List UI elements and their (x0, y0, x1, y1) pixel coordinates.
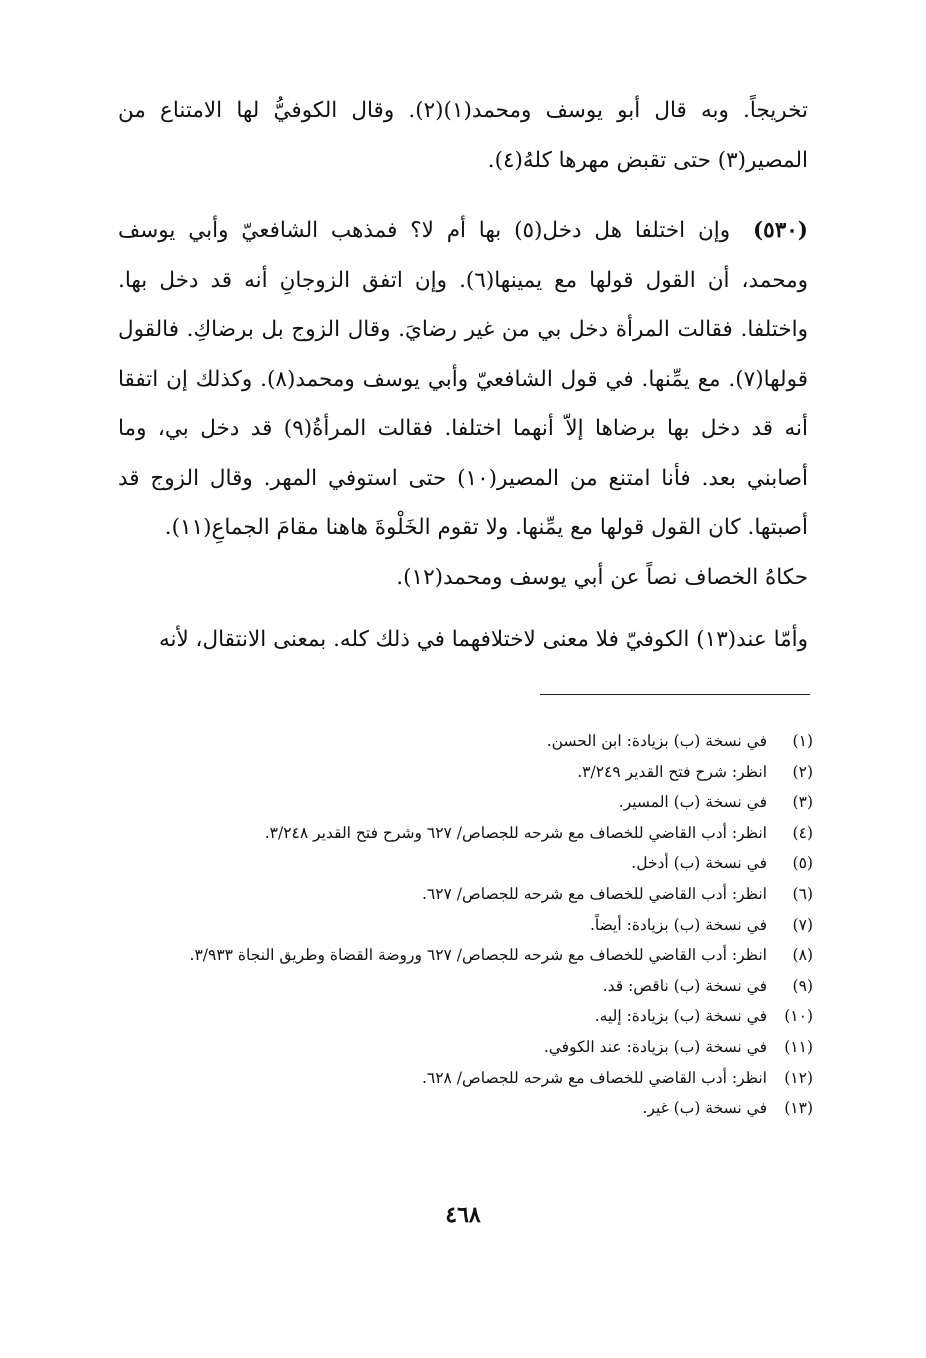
footnote-number: (١٢) (784, 1068, 813, 1087)
footnote-number: (١٣) (784, 1099, 813, 1118)
footnote-number: (٤) (792, 823, 813, 842)
footnote-separator (540, 694, 810, 695)
footnote-text: انظر: أدب القاضي للخصاف مع شرحه للجصاص/ ٦٢٧. (421, 884, 767, 903)
footnote-text: انظر: أدب القاضي للخصاف مع شرحه للجصاص/ ٦٢٨. (421, 1068, 767, 1087)
footnote-text: في نسخة (ب) بزيادة: عند الكوفي. (543, 1037, 767, 1056)
footnote-number: (٣) (792, 793, 813, 812)
footnote-text: في نسخة (ب) ناقص: قد. (602, 976, 767, 995)
footnote-number: (٨) (792, 946, 813, 965)
footnote (113, 971, 813, 1002)
footnote-number: (٦) (792, 884, 813, 903)
footnote (113, 1001, 813, 1032)
footnote (113, 1032, 813, 1063)
footnote-text: انظر: أدب القاضي للخصاف مع شرحه للجصاص/ ٦٢٧ وشرح فتح القدير ٣/٢٤٨. (264, 823, 767, 842)
footnote (113, 757, 813, 788)
footnote-number: (٢) (792, 762, 813, 781)
footnote-text: في نسخة (ب) بزيادة: أيضاً. (589, 915, 767, 934)
footnote (113, 1063, 813, 1094)
footnote-number: (١) (792, 732, 813, 750)
footnote-number: (١٠) (784, 1007, 813, 1026)
paragraph-number: (٥٣٠) (752, 218, 808, 243)
paragraph-continued: تخريجاً. وبه قال أبو يوسف ومحمد(١)(٢). وقال الكوفيُّ لها الامتناع من المصير(٣) حتى تقبض مهرها كلهُ(٤). (118, 98, 808, 173)
footnote (113, 818, 813, 849)
footnote-text: في نسخة (ب) بزيادة: إليه. (594, 1007, 767, 1026)
paragraph-text: وإن اختلفا هل دخل(٥) بها أم لا؟ فمذهب الشافعيّ وأبي يوسف ومحمد، أن القول قولها مع يمينها(٦). وإن اتفق الزوجانِ أنه قد دخل بها. واختلفا. فقالت المرأة دخل بي من غير رضايَ. وقال الزوج بل برضاكِ. فالقول قولها(٧). مع يمِّنها. في قول الشافعيّ وأبي يوسف ومحمد(٨). وكذلك إن اتفقا أنه قد دخل بها برضاها إلاّ أنهما اختلفا. فقالت المرأةُ(٩) قد دخل بي، وما أصابني بعد. فأنا امتنع من المصير(١٠) حتى استوفي المهر. وقال الزوج قد أصبتها. كان القول قولها مع يمِّنها. ولا تقوم الخَلْوةَ هاهنا مقامَ الجماعِ(١١). (118, 218, 808, 540)
footnote-number: (١١) (784, 1037, 813, 1056)
paragraph-530 (118, 206, 808, 553)
footnote-number: (٧) (792, 915, 813, 934)
footnote-text: في نسخة (ب) غير. (642, 1099, 767, 1118)
footnote (113, 848, 813, 879)
footnote-text: في نسخة (ب) أدخل. (631, 854, 767, 873)
footnote-text: انظر: أدب القاضي للخصاف مع شرحه للجصاص/ ٦٢٧ وروضة القضاة وطريق النجاة ٣/٩٣٣. (189, 946, 767, 965)
footnote (113, 1093, 813, 1124)
paragraph-kufi: وأمّا عند(١٣) الكوفيّ فلا معنى لاختلافهما في ذلك كله. بمعنى الانتقال، لأنه (158, 627, 808, 652)
footnote (113, 787, 813, 818)
footnote (113, 879, 813, 910)
footnote-text: انظر: شرح فتح القدير ٣/٢٤٩. (577, 762, 767, 781)
footnotes (113, 726, 813, 1124)
footnote-number: (٩) (792, 976, 813, 995)
footnote (113, 910, 813, 941)
footnote (113, 726, 813, 757)
footnote-number: (٥) (792, 854, 813, 873)
paragraph-khassaf: حكاهُ الخصاف نصاً عن أبي يوسف ومحمد(١٢). (396, 565, 808, 590)
footnote (113, 940, 813, 971)
footnote-text: في نسخة (ب) المسير. (618, 793, 767, 812)
page-number: ٤٦٨ (445, 1202, 481, 1228)
footnote-text: في نسخة (ب) بزيادة: ابن الحسن. (546, 732, 767, 750)
